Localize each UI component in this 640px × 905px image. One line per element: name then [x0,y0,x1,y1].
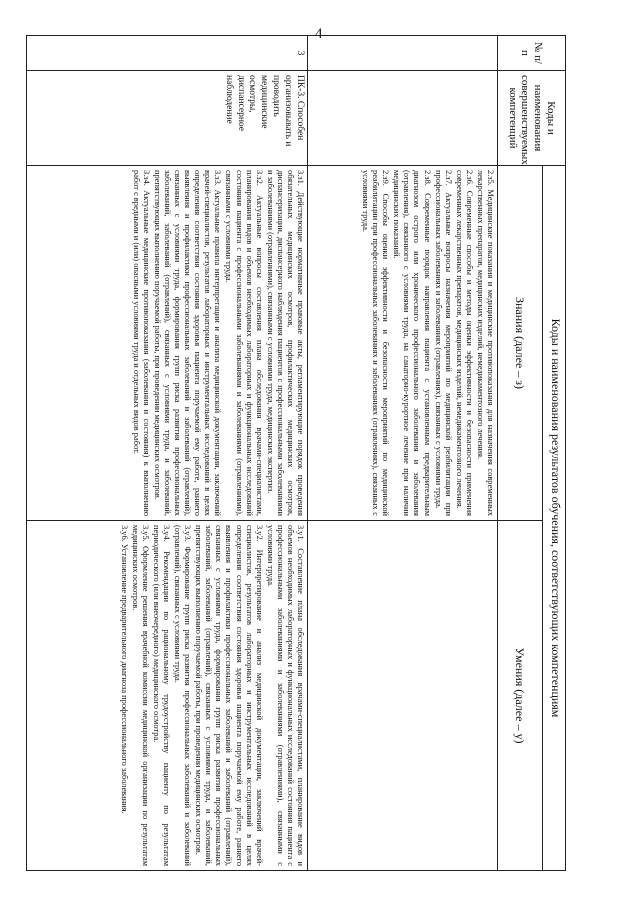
skill-item: 3.у1. Составление плана обследования врачами-специалистами, планирование видов и объемов необходимых лабораторных и функциональных исследований состояния пациента с профессиональными заболеваниями и заболеваниями (отравлениями), связанными с условиями труда. [265,525,305,867]
header-knowledge: Знания (далее – з) [498,166,543,521]
page-number: 4 [315,26,323,42]
row-num [308,36,498,71]
knowledge-item: 2.з6. Современные способы и методы оценки эффективности и безопасности применения современных лекарственных препаратов, медицинских изделий, немедикаментозного лечения. [454,170,474,516]
row-skills [308,521,498,871]
skill-item: 3.у4. Рекомендации по рациональному трудоустройству пациенту по результатам периодического (или внеочередного) медицинского осмотра. [151,525,171,867]
table-row [308,36,498,871]
knowledge-item: 3.з4. Актуальные медицинские противопоказания (заболевания и состояния) к выполнению работ с вредными и (или) опасными условиями труда и отдельных видов работ. [131,170,151,516]
row-competency: ПК-3. Способен организовывать и проводить медицинские осмотры, диспансерное наблюдение [27,71,308,166]
knowledge-item: 2.з9. Способы оценки эффективности и безопасности мероприятий по медицинской реабилитации при профессиональных заболеваниях и заболеваниях (отравлениях), связанных с условиями труда. [361,170,391,516]
row-num: 3 [27,36,308,71]
knowledge-item: 3.з3. Актуальные правила интерпретации и анализа медицинской документации, заключений врачей-специалистов, результатов лабораторных и инструментальных исследований в целях определения соответствия состояния здоровья пациента поручаемой ему работе, раннего выявления и профилактики профессиональных заболеваний и заболеваний (отравлений), связанных с условиями труда, формирования групп риска развития профессиональных заболеваний, заболеваний (отравлений), связанных с условиями труда, и заболеваний, препятствующих выполнению поручаемой работы, при проведении медицинских осмотров. [152,170,223,516]
competency-table [26,35,566,871]
header-skills: Умения (далее – у) [498,521,543,871]
knowledge-item: 2.з7. Актуальные вопросы назначения мероприятий по медицинской реабилитации при профессиональных заболеваниях и заболеваниях (отравлениях), связанных с условиями труда. [433,170,453,516]
table-row [27,36,308,871]
skill-item: 3.у3. Формирование групп риска развития профессиональных заболеваний и заболеваний (отравлений), связанных с условиями труда. [173,525,193,867]
header-num: № п/п [498,36,566,71]
header-competency: Коды и наименования совершенствуемых компетенций [498,71,566,166]
rotated-table-container [26,35,566,870]
skill-item: 3.у2. Интерпретирование и анализ медицинской документации, заключений врачей-специалистов, результатов лабораторных и инструментальных исследований в целях определения соответствия состояния здоровья пациента поручаемой ему работе, раннего выявления и профилактики профессиональных заболеваний и заболеваний (отравлений), связанных с условиями труда, формирования групп риска развития профессиональных заболеваний, заболеваний (отравлений), связанных с условиями труда, и заболеваний, препятствующих выполнению поручаемой работы, при проведении медицинских осмотров. [194,525,264,867]
knowledge-item: 2.з5. Медицинские показания и медицинские противопоказания для назначения современных лекарственных препаратов, медицинских изделий, немедикаментозного лечения. [475,170,495,516]
row-knowledge [27,166,308,521]
row-knowledge [308,166,498,521]
knowledge-item: 2.з8. Современные порядок направления пациента с установленным предварительным диагнозом острого или хронического профессионального заболевания и заболевания (отравления), связанного с условиями труда, на санаторно-курортное лечение при наличии медицинских показаний. [392,170,432,516]
skill-item: 3.у6. Установление предварительного диагноза профессионального заболевания. [119,525,129,814]
skill-item: 3.у5. Оформление решения врачебной комиссии медицинской организации по результатам медицинских осмотров. [130,525,150,867]
header-results: Коды и наименования результатов обучения, соответствующих компетенциям [543,166,566,871]
knowledge-item: 3.з1. Действующие нормативные правовые акты, регламентирующие порядок проведения обязательных медицинских осмотров, профилактических медицинских осмотров, диспансеризации, диспансерного наблюдения пациентов с профессиональными заболеваниями и заболеваниями (отравлениями), связанными с условиями труда, медицинских экспертиз. [265,170,305,516]
row-skills [27,521,308,871]
knowledge-item: 3.з2. Актуальные вопросы составления плана обследования врачами-специалистами, планирования видов и объемов необходимых лабораторных и функциональных исследований состояния пациента с профессиональными заболеваниями и заболеваниями (отравлениями), связанными с условиями труда. [224,170,264,516]
row-competency [308,71,498,166]
